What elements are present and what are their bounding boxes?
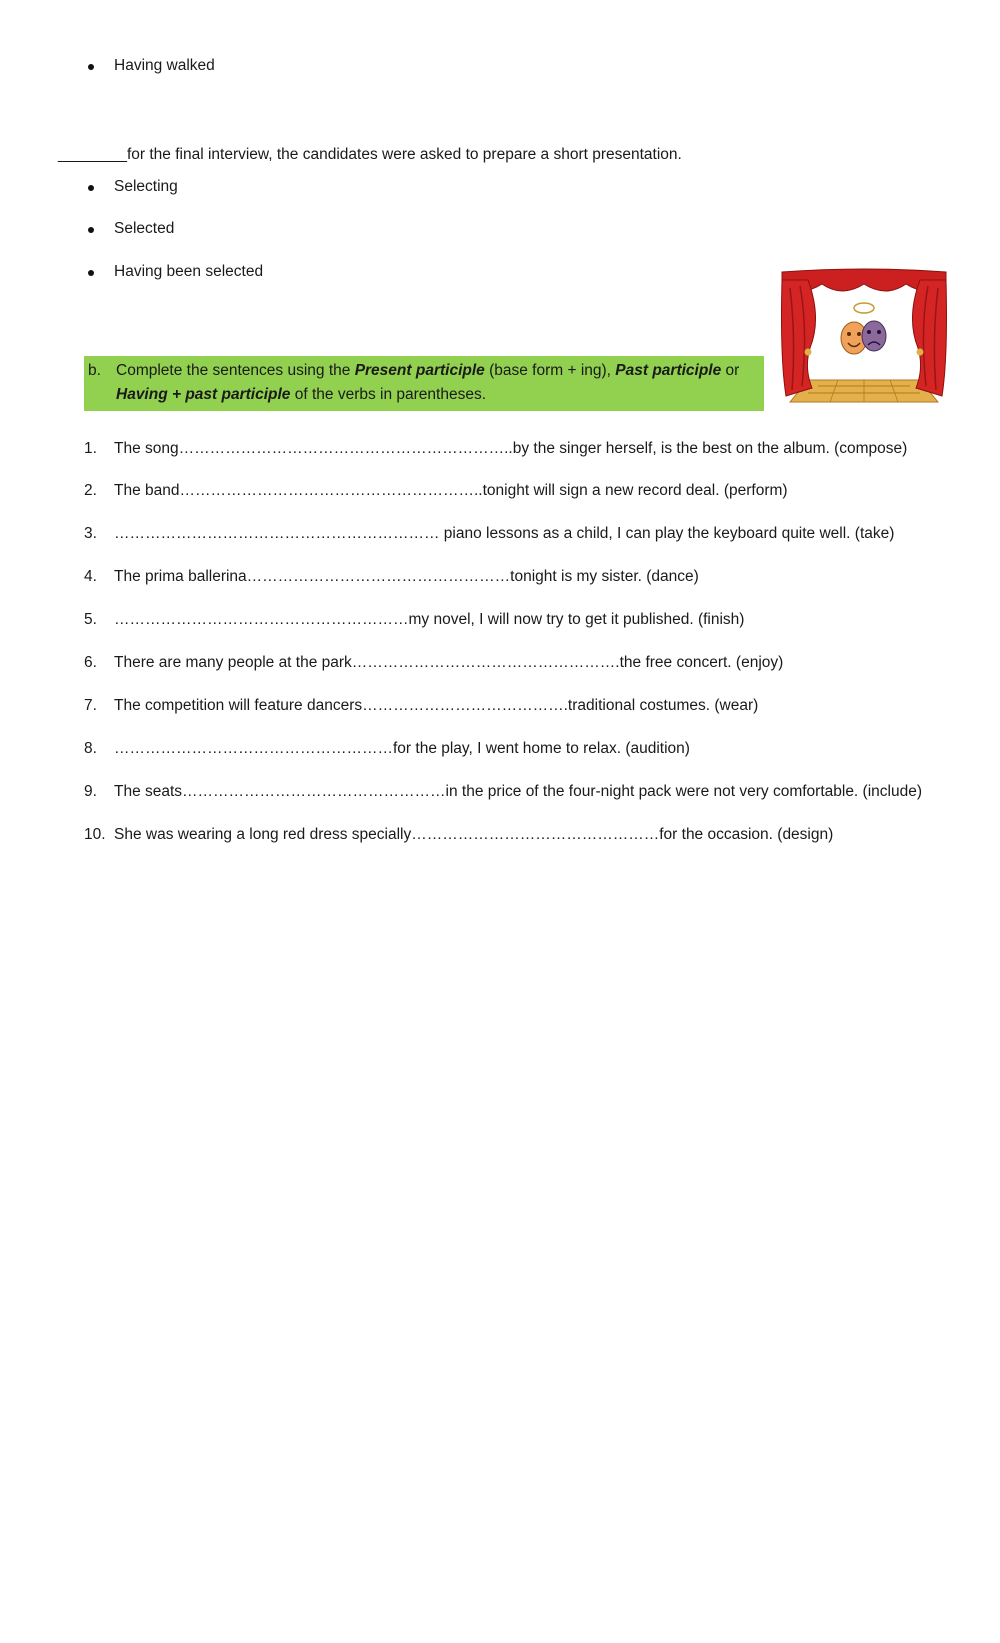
sentence-text: ………………………………………………for the play, I went home to relax. (audition) [114,740,690,757]
sentence-number: 10. [84,826,106,843]
sentence-number: 5. [84,611,97,628]
sentence-number: 6. [84,654,97,671]
instruction-line-1 [116,362,739,380]
option-1: Selecting [114,178,178,195]
instr-bold: Present participle [354,362,485,379]
sentence-number: 1. [84,440,97,457]
sentence-text: She was wearing a long red dress specially…………………………………………for the occasion. (design) [114,826,834,843]
instr-text: or [721,362,740,379]
instr-bold: Having + past participle [116,386,291,403]
sentence-text: The prima ballerina……………………………………………tonight is my sister. (dance) [114,568,699,585]
option-3: Having been selected [114,263,264,280]
bullet-icon [88,227,94,233]
instr-text: of the verbs in parentheses. [290,386,487,403]
sentence-text: The seats……………………………………………in the price of the four-night pack were not very comfortable. (include) [114,783,922,800]
instruction-line-2 [116,386,486,404]
sentence-text: ……………………………………………………… piano lessons as a child, I can play the keyboard quite well. (take) [114,525,895,542]
instr-text: Complete the sentences using the [116,362,355,379]
sentence-number: 9. [84,783,97,800]
option-2: Selected [114,220,175,237]
sentence-text: The song………………………………………………………..by the singer herself, is the best on the album. (compose) [114,440,908,457]
sentence-number: 3. [84,525,97,542]
bullet-icon [88,185,94,191]
sentence-number: 8. [84,740,97,757]
option-having-walked: Having walked [114,57,215,74]
instruction-box [84,356,764,411]
sentence-text: There are many people at the park…………………………………………….the free concert. (enjoy) [114,654,784,671]
question-text: ________for the final interview, the candidates were asked to prepare a short presentation. [58,146,682,163]
sentence-number: 7. [84,697,97,714]
sentence-text: The band…………………………………………………..tonight will sign a new record deal. (perform) [114,482,788,499]
bullet-icon [88,270,94,276]
sentence-number: 2. [84,482,97,499]
instr-bold: Past participle [615,362,722,379]
instr-text: (base form + ing), [484,362,616,379]
sentence-text: The competition will feature dancers………………………………….traditional costumes. (wear) [114,697,759,714]
theater-stage-icon [778,268,950,418]
section-letter: b. [88,362,101,379]
sentence-number: 4. [84,568,97,585]
sentence-text: …………………………………………………my novel, I will now try to get it published. (finish) [114,611,745,628]
bullet-icon [88,64,94,70]
